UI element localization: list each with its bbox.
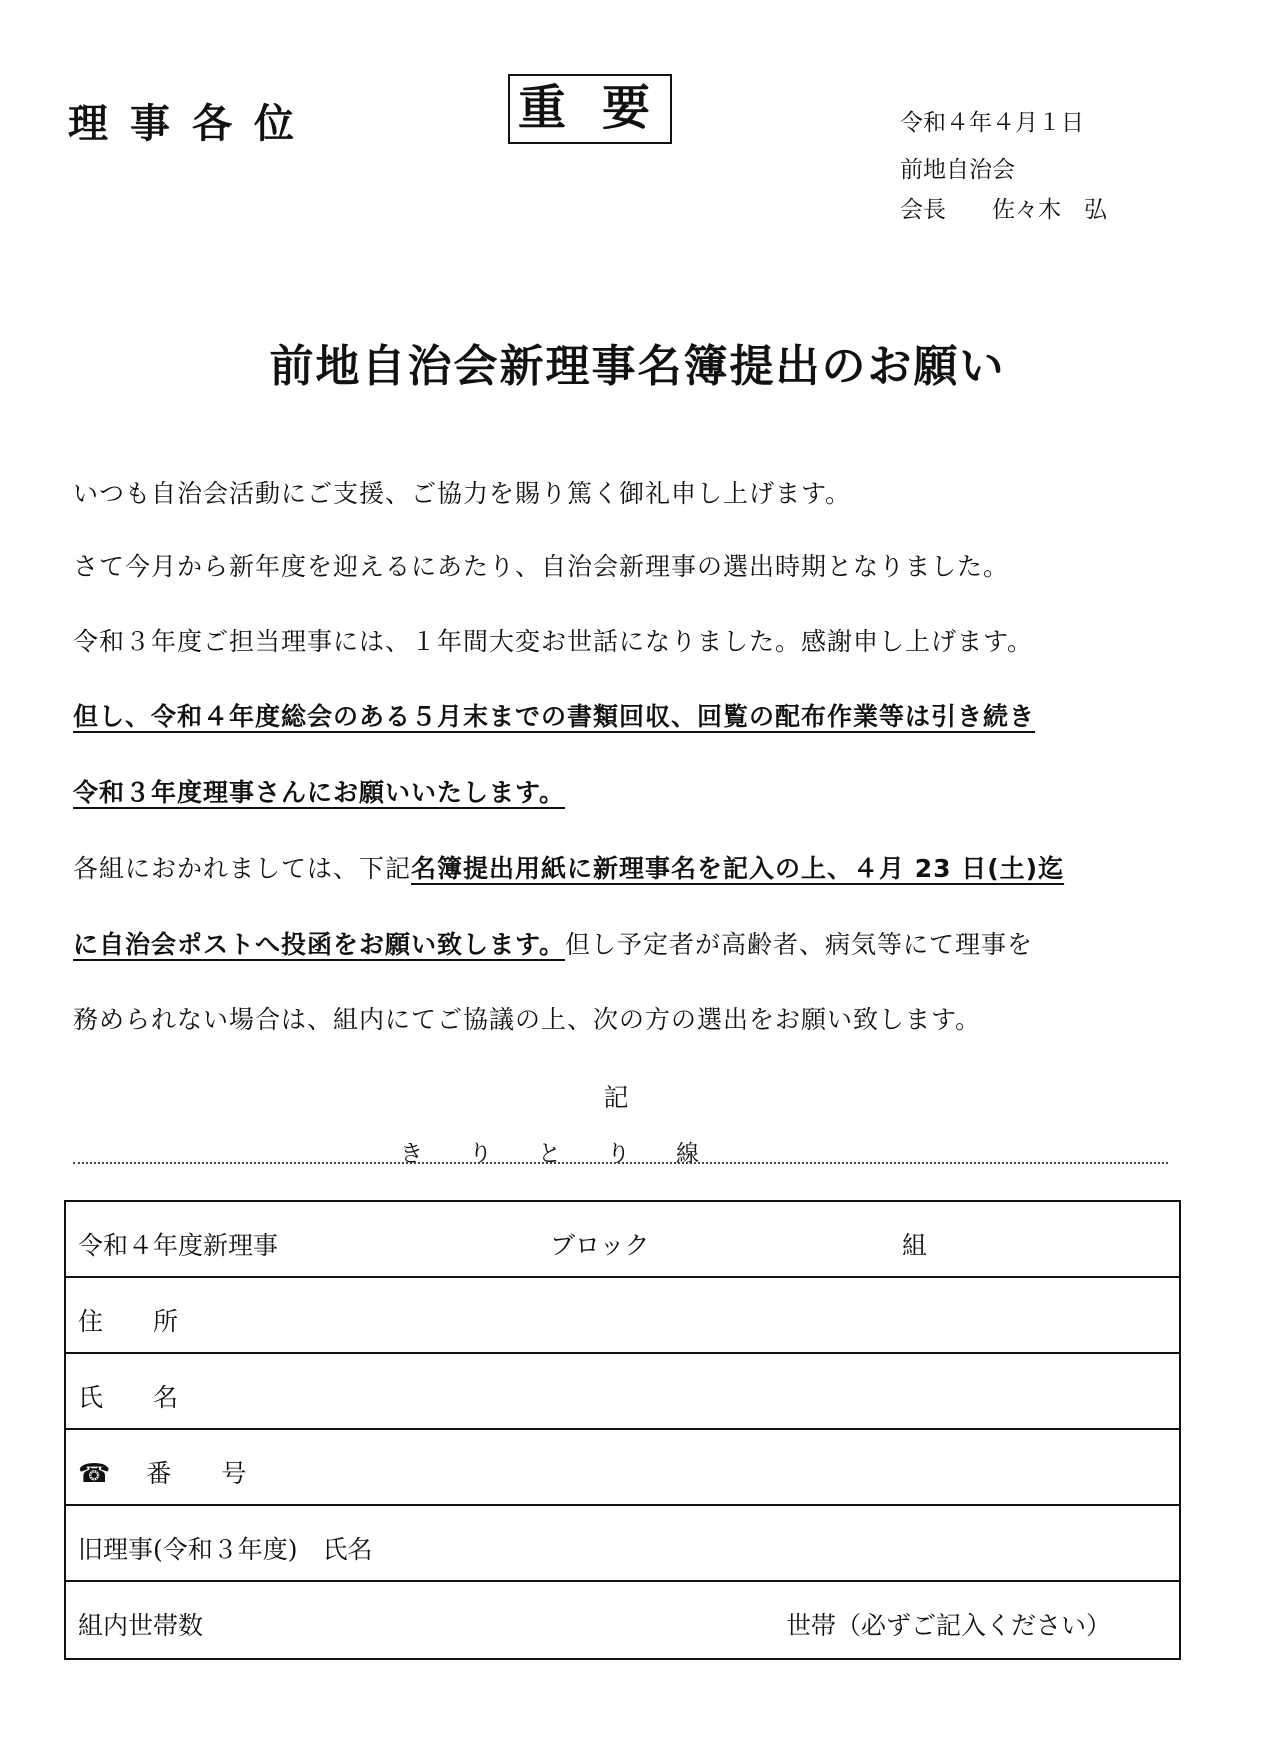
body-paragraph-7-emphasis: に自治会ポストへ投函をお願い致します。: [73, 930, 566, 959]
body-paragraph-1: いつも自治会活動にご支援、ご協力を賜り篤く御礼申し上げます。: [73, 479, 852, 508]
body-paragraph-8: 務められない場合は、組内にてご協議の上、次の方の選出をお願い致します。: [73, 1005, 982, 1034]
important-stamp: 重要: [508, 74, 672, 144]
phone-field: [78, 1454, 296, 1490]
issue-date: 令和４年４月１日: [900, 110, 1084, 136]
phone-label: 番号: [146, 1459, 297, 1488]
body-paragraph-2: さて今月から新年度を迎えるにあたり、自治会新理事の選出時期となりました。: [73, 552, 1010, 581]
body-paragraph-6: [73, 849, 1064, 885]
signer-name: 会長 佐々木 弘: [900, 197, 1107, 223]
households-label: 組内世帯数: [78, 1611, 204, 1640]
name-label: 氏名: [78, 1383, 229, 1412]
recipients-heading: 理事各位: [68, 101, 316, 147]
new-director-label: 令和４年度新理事: [78, 1231, 279, 1260]
body-paragraph-7-plain: 但し予定者が高齢者、病気等にて理事を: [565, 930, 1034, 959]
body-paragraph-6-plain: 各組におかれましては、下記: [73, 854, 412, 883]
households-suffix: 世帯（必ずご記入ください）: [786, 1611, 1112, 1640]
form-row-new-director: [66, 1202, 1179, 1278]
ki-marker: 記: [603, 1083, 629, 1112]
body-paragraph-5: 令和３年度理事さんにお願いいたします。: [73, 778, 566, 807]
telephone-icon: ☎: [78, 1459, 111, 1489]
organization-name: 前地自治会: [900, 157, 1015, 183]
body-paragraph-6-emphasis: 名簿提出用紙に新理事名を記入の上、４月 23 日(土)迄: [411, 854, 1065, 883]
body-paragraph-4: 但し、令和４年度総会のある５月末までの書類回収、回覧の配布作業等は引き続き: [73, 702, 1036, 731]
form-row-address: [66, 1278, 1179, 1354]
form-row-name: [66, 1354, 1179, 1430]
form-row-phone: [66, 1430, 1179, 1506]
cut-line: [73, 1162, 1168, 1164]
block-label: ブロック: [550, 1231, 650, 1260]
document-title: 前地自治会新理事名簿提出のお願い: [269, 341, 1006, 392]
submission-form: [64, 1200, 1181, 1660]
cut-line-label: きりとり線: [400, 1141, 745, 1167]
form-row-households: [66, 1582, 1179, 1658]
body-paragraph-3: 令和３年度ご担当理事には、１年間大変お世話になりました。感謝申し上げます。: [73, 627, 1034, 656]
body-paragraph-7: [73, 925, 1033, 961]
address-label: 住所: [78, 1307, 229, 1336]
form-row-previous-director: [66, 1506, 1179, 1582]
kumi-label: 組: [902, 1231, 928, 1260]
previous-director-label: 旧理事(令和３年度) 氏名: [78, 1535, 373, 1564]
